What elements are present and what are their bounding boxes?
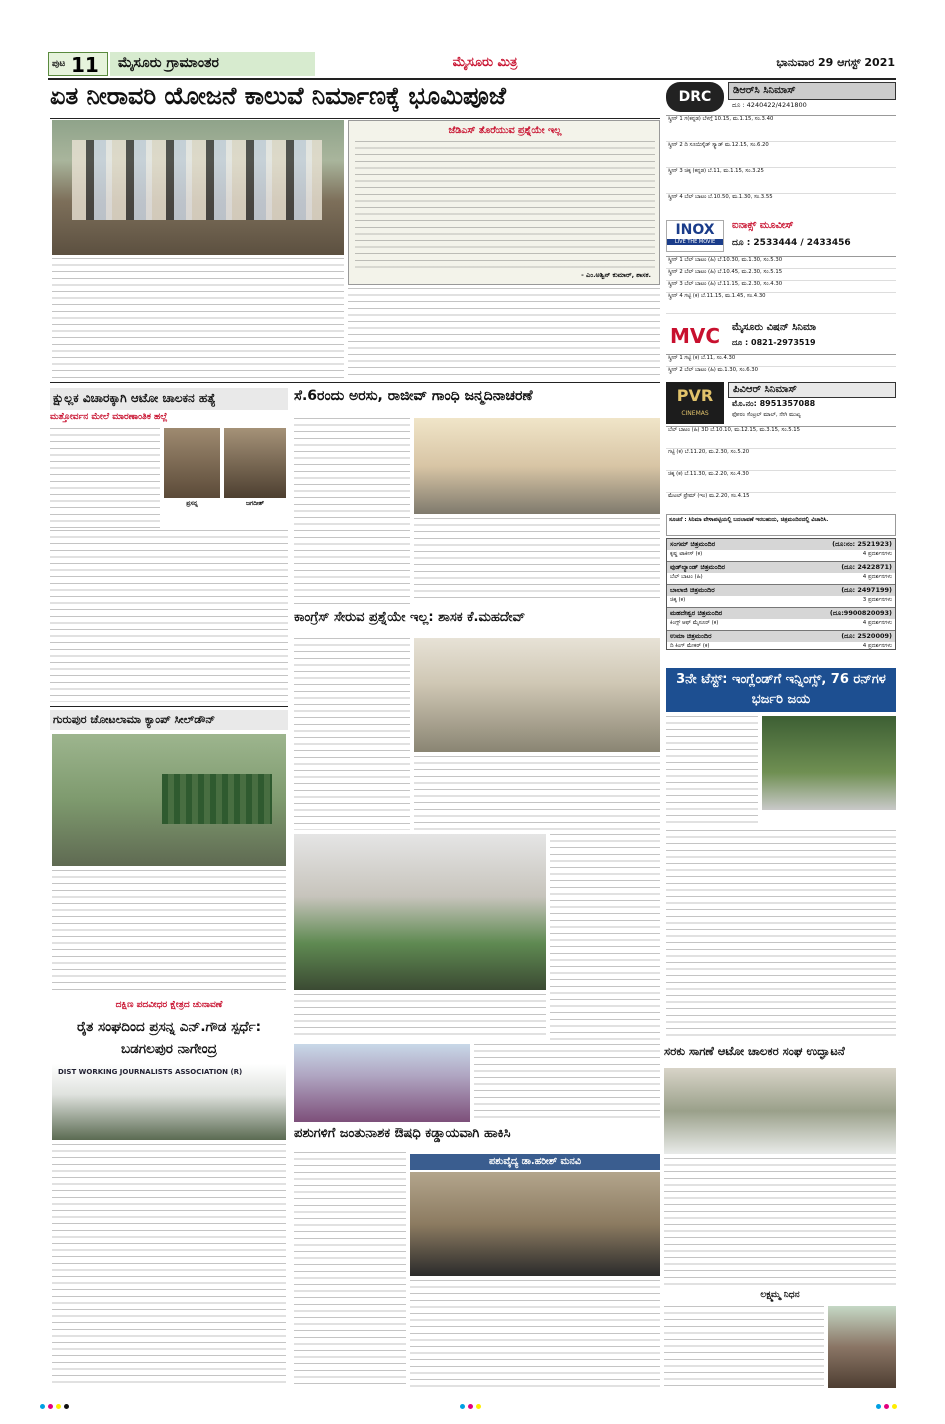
pvr-list [666, 426, 896, 512]
paper-name: ಮೈಸೂರು ಮಿತ್ರ [452, 55, 518, 70]
rajiv-title: ಸೆ.6ರಂದು ಅರಸು, ರಾಜೀವ್ ಗಾಂಧಿ ಜನ್ಮದಿನಾಚರಣೆ [294, 388, 533, 404]
rajiv-photo [414, 418, 660, 514]
lead-headline: ಏತ ನೀರಾವರಿ ಯೋಜನೆ ಕಾಲುವೆ ನಿರ್ಮಾಣಕ್ಕೆ ಭೂಮಿಪೂಜೆ [50, 82, 506, 110]
inox-row: ಸ್ಕ್ರೀನ್ 1 ಬೆಲ್ ಬಾಟಂ (ಹಿ) ಬೆ.10.30, ಮ.1.30, ಸಂ.5.30 [666, 257, 896, 269]
inox-logo: INOX LIVE THE MOVIE [666, 220, 724, 252]
cattle-body [294, 1152, 406, 1388]
drc-logo: DRC [666, 82, 724, 112]
felicitation-caption [294, 994, 546, 1040]
camp-title: ಗುರುಪುರ ಚೋಟಲಾಮಾ ಕ್ಯಾಂಪ್ ಸೀಲ್‌ಡೌನ್ [50, 710, 288, 730]
issue-date: ಭಾನುವಾರ 29 ಆಗಸ್ಟ್ 2021 [776, 56, 895, 69]
auto-murder-body-2 [50, 530, 288, 702]
cattle-body-2 [410, 1280, 660, 1388]
victim-photo-1 [164, 428, 220, 498]
drc-row: ಸ್ಕ್ರೀನ್ 2 ದಿ ಸೂಯಿಸೈಡ್ ಸ್ಕ್ವಾಡ್ ಮ.12.15, ಸಂ.6.20 [666, 142, 896, 168]
lead-rule [50, 118, 660, 119]
cattle-title: ಪಶುಗಳಿಗೆ ಜಂತುನಾಶಕ ಔಷಧಿ ಕಡ್ಡಾಯವಾಗಿ ಹಾಕಿಸಿ [294, 1126, 511, 1141]
inox-list [666, 256, 896, 316]
drc-row: ಸ್ಕ್ರೀನ್ 3 ಚಿಕ್ಕ (ಕನ್ನಡ) ಬೆ.11, ಮ.1.15, ಸಂ.3.25 [666, 168, 896, 194]
page-number: 11 [71, 53, 99, 76]
drc-phone: ದೂ : 4240422/4241800 [732, 101, 807, 109]
obit-title: ಲಕ್ಷ್ಮಮ್ಮ ನಿಧನ [760, 1290, 800, 1300]
camp-photo [52, 734, 286, 866]
quote-title: ಜೆಡಿಎಸ್ ತೊರೆಯುವ ಪ್ರಶ್ನೆಯೇ ಇಲ್ಲ [448, 125, 562, 136]
auto-murder-title: ಕ್ಷುಲ್ಲಕ ವಿಚಾರಕ್ಕಾಗಿ ಆಟೋ ಚಾಲಕನ ಹತ್ಯೆ [50, 388, 288, 410]
election-title: ರೈತ ಸಂಘದಿಂದ ಪ್ರಸನ್ನ ಎನ್.ಗೌಡ ಸ್ಪರ್ಧೆ: ಬಡಗಲಪುರ ನಾಗೇಂದ್ರ [77, 1019, 261, 1057]
obit-photo [828, 1306, 896, 1388]
mvc-row: ಸ್ಕ್ರೀನ್ 2 ಬೆಲ್ ಬಾಟಂ (ಹಿ) ಮ.1.30, ಸಂ.6.30 [666, 367, 896, 378]
felicitation-photo [294, 834, 546, 990]
camp-body [52, 870, 286, 994]
cricket-body-2 [666, 830, 896, 1038]
inox-row: ಸ್ಕ್ರೀನ್ 3 ಬೆಲ್ ಬಾಟಂ (ಹಿ) ಬೆ.11.15, ಮ.2.30, ಸಂ.4.30 [666, 281, 896, 293]
drc-list [666, 115, 896, 215]
pvr-row: ಬೆಲ್ ಬಾಟಂ (ಹಿ) 3D ಬೆ.10.10, ಮ.12.15, ಮ.3.15, ಸಂ.5.15 [666, 427, 896, 449]
auto-bottom-rule [50, 706, 288, 707]
theatre-table [666, 538, 896, 650]
cricket-body [666, 716, 758, 826]
page-label-box [48, 52, 108, 76]
victim-label-1: ಪ್ರಸನ್ನ [186, 500, 198, 507]
inox-row: ಸ್ಕ್ರೀನ್ 2 ಬೆಲ್ ಬಾಟಂ (ಹಿ) ಬೆ.10.45, ಮ.2.30, ಸಂ.5.15 [666, 269, 896, 281]
cinema-notice: ಸೂಚನೆ : ಸಿನಿಮಾ ವೇಳಾಪಟ್ಟಿಯಲ್ಲಿ ಬದಲಾವಣೆ ಇರಬಹುದು, ಚಿತ್ರಮಂದಿರದಲ್ಲಿ ವಿಚಾರಿಸಿ. [666, 514, 896, 536]
congress-title: ಕಾಂಗ್ರೆಸ್ ಸೇರುವ ಪ್ರಶ್ನೆಯೇ ಇಲ್ಲ: ಶಾಸಕ ಕೆ.ಮಹದೇವ್ [294, 610, 526, 625]
theatre-row: ವುಡ್‌ಲ್ಯಾಂಡ್ ಚಿತ್ರಮಂದಿರ (ದೂ: 2422871) ಬೆಲ್ ಬಾಟಂ (ಹಿ) 4 ಪ್ರದರ್ಶನಗಳು [667, 562, 895, 585]
event-photo [294, 1044, 470, 1122]
mvc-name: ಮೈಸೂರು ವಿಷನ್ ಸಿನಿಮಾ [732, 322, 817, 333]
mvc-phone: ದೂ : 0821-2973519 [732, 338, 816, 347]
victim-label-2: ಜಗದೀಶ್ [245, 500, 265, 507]
cricket-photo [762, 716, 896, 810]
union-photo [664, 1068, 896, 1154]
inox-phone: ದೂ : 2533444 / 2433456 [732, 238, 851, 248]
obit-body [664, 1306, 824, 1388]
pvr-name: ಪಿವಿಆರ್ ಸಿನಿಮಾಸ್ [728, 382, 896, 398]
registration-marks [40, 1402, 905, 1412]
election-photo [52, 1064, 286, 1140]
rajiv-body-2 [414, 518, 660, 604]
union-body [664, 1158, 896, 1286]
pvr-row: ಚಿಕ್ಕ (ಕ) ಬೆ.11.30, ಮ.2.20, ಸಂ.4.30 [666, 471, 896, 493]
congress-body-3 [550, 834, 660, 1040]
pvr-logo: PVR CINEMAS [666, 382, 724, 424]
drc-name: ಡಿಆರ್‌ಸಿ ಸಿನಿಮಾಸ್ [728, 82, 896, 100]
election-banner: DIST WORKING JOURNALISTS ASSOCIATION (R) [58, 1068, 243, 1076]
quote-body [355, 141, 655, 269]
mvc-logo: MVC [669, 324, 721, 348]
masthead-rule [48, 78, 896, 80]
lead-bottom-rule [50, 382, 660, 383]
cricket-title: 3ನೇ ಟೆಸ್ಟ್: ಇಂಗ್ಲೆಂಡ್‌ಗೆ ಇನ್ನಿಂಗ್ಸ್, 76 ರನ್‌ಗಳ ಭರ್ಜರಿ ಜಯ [666, 668, 896, 712]
cattle-subtitle: ಪಶುವೈದ್ಯ ಡಾ.ಹರೀಶ್ ಮನವಿ [410, 1154, 660, 1170]
quote-box [348, 120, 660, 285]
lead-body-text-2 [348, 288, 660, 380]
lead-body-text [52, 258, 344, 380]
auto-murder-body [50, 428, 160, 528]
pvr-sub: ಫೋರಂ ಸೆಂಟ್ರಲ್ ಮಾಲ್, ನೇಗಿ ಮುಖ್ಯ [732, 412, 801, 418]
election-kicker: ದಕ್ಷಿಣ ಪದವೀಧರ ಕ್ಷೇತ್ರದ ಚುನಾವಣೆ [115, 1000, 223, 1010]
event-body [474, 1044, 660, 1122]
rajiv-body [294, 418, 410, 604]
auto-murder-subtitle: ಮತ್ತೋರ್ವನ ಮೇಲೆ ಮಾರಣಾಂತಿಕ ಹಲ್ಲೆ [50, 412, 168, 422]
cattle-photo [410, 1172, 660, 1276]
congress-body-2 [414, 756, 660, 830]
pvr-row: ಗಟ್ಟಿ (ಕ) ಬೆ.11.20, ಮ.2.30, ಸಂ.5.20 [666, 449, 896, 471]
pvr-row: ಮೆಟಲ್ ಫ್ರೇಮ್ (ಇಂ) ಮ.2.20, ಸಂ.4.15 [666, 493, 896, 512]
victim-photo-2 [224, 428, 286, 498]
mvc-row: ಸ್ಕ್ರೀನ್ 1 ಗಟ್ಟಿ (ಕ) ಬೆ.11, ಸಂ.4.30 [666, 355, 896, 367]
lead-photo [52, 120, 344, 255]
drc-row: ಸ್ಕ್ರೀನ್ 1 ಗ(ಕನ್ನಡ) ಬೆಳಗ್ಗೆ 10.15, ಮ.1.15, ಸಂ.3.40 [666, 116, 896, 142]
section-title-box [110, 52, 315, 76]
section-title: ಮೈಸೂರು ಗ್ರಾಮಾಂತರ [118, 55, 219, 71]
theatre-row: ಮಹದೇಶ್ವರ ಚಿತ್ರಮಂದಿರ (ದೂ:9900820093) ಕಿಂಗ್ಸ್ ಆಫ್ ಮೈಸೂರ್ (ಕ) 4 ಪ್ರದರ್ಶನಗಳು [667, 608, 895, 631]
mvc-list [666, 354, 896, 378]
quote-byline: - ಎಂ.ಅಶ್ವಿನ್ ಕುಮಾರ್, ಶಾಸಕ. [581, 271, 651, 279]
union-title: ಸರಕು ಸಾಗಣೆ ಆಟೋ ಚಾಲಕರ ಸಂಘ ಉದ್ಘಾಟನೆ [664, 1044, 845, 1058]
congress-photo [414, 638, 660, 752]
congress-body [294, 638, 410, 830]
page-label: ಪುಟ [52, 59, 66, 69]
drc-row: ಸ್ಕ್ರೀನ್ 4 ಬೆಲ್ ಬಾಟಂ ಬೆ.10.50, ಮ.1.30, ಸಂ.3.55 [666, 194, 896, 215]
election-body [52, 1144, 286, 1384]
pvr-phone: ಮೊ.ನಂ: 8951357088 [732, 399, 816, 408]
theatre-row: ಉಮಾ ಚಿತ್ರಮಂದಿರ (ದೂ: 2520009) ದಿ ಕಿಂಗ್ ಮೇಕರ್ (ಕ) 4 ಪ್ರದರ್ಶನಗಳು [667, 631, 895, 650]
theatre-row: ಬಾಲಾಜಿ ಚಿತ್ರಮಂದಿರ (ದೂ: 2497199) ಚಿಕ್ಕ (ಕ) 3 ಪ್ರದರ್ಶನಗಳು [667, 585, 895, 608]
inox-name: ಐನಾಕ್ಸ್ ಮೂವೀಸ್ [732, 220, 794, 231]
theatre-row: ಸಂಗಮ್ ಚಿತ್ರಮಂದಿರ (ದೂ:ನಂ: 2521923) ಕೃಷ್ಣ ಟಾಕೀಸ್ (ಕ) 4 ಪ್ರದರ್ಶನಗಳು [667, 539, 895, 562]
inox-row: ಸ್ಕ್ರೀನ್ 4 ಗಟ್ಟಿ (ಕ) ಬೆ.11.15, ಮ.1.45, ಸಂ.4.30 [666, 293, 896, 314]
